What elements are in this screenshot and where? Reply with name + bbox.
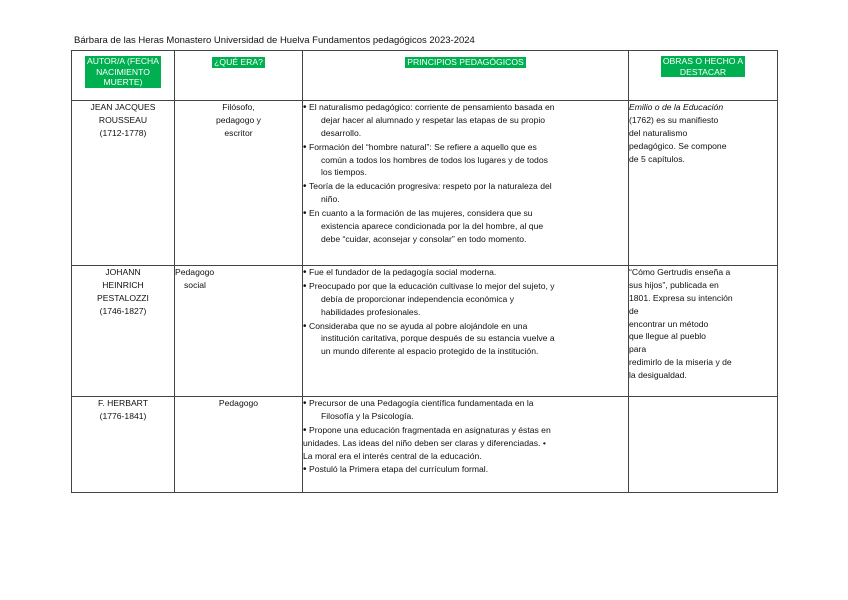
author-line: F. HERBART xyxy=(98,398,148,408)
author-line: PESTALOZZI xyxy=(97,292,149,303)
principle-item: • Precursor de una Pedagogía científica fundamentada en la Filosofía y la Psicología. xyxy=(303,397,628,423)
author-line: JEAN JACQUES xyxy=(90,102,156,112)
author-cell xyxy=(72,101,175,266)
table-header-row xyxy=(72,51,778,101)
principle-item: • Propone una educación fragmentada en asignaturas y éstas en unidades. Las ideas del niño deben ser claras y diferenciadas. • La moral era el interés central de la educación. xyxy=(303,424,628,463)
header-principles-label: PRINCIPIOS PEDAGÓGICOS xyxy=(407,57,524,67)
role-line: Pedagogo xyxy=(175,267,215,277)
author-line: HEINRICH xyxy=(102,279,144,290)
author-cell xyxy=(72,397,175,493)
works-cell-empty xyxy=(629,397,778,493)
header-works xyxy=(629,51,778,101)
author-dates: (1746-1827) xyxy=(99,305,147,316)
document-header: Bárbara de las Heras Monastero Universidad de Huelva Fundamentos pedagógicos 2023-2024 xyxy=(74,35,475,46)
works-cell: “Cómo Gertrudis enseña a sus hijos”, publicada en 1801. Expresa su intención de encontrar un método que llegue al pueblo para redimirlo de la miseria y de la desigualdad. xyxy=(629,266,778,397)
principle-item: • El naturalismo pedagógico: corriente de pensamiento basada en dejar hacer al alumnado y respetar las etapas de su propio desarrollo. xyxy=(303,101,628,140)
principles-cell xyxy=(303,266,629,397)
table-row-herbart xyxy=(72,397,778,493)
role-cell xyxy=(175,397,303,493)
principle-item: • Preocupado por que la educación cultivase lo mejor del sujeto, y debía de proporcionar independencia económica y habilidades profesionales. xyxy=(303,280,628,319)
header-works-line: OBRAS O HECHO A xyxy=(662,56,744,66)
header-works-line: DESTACAR xyxy=(679,66,727,77)
principles-cell xyxy=(303,101,629,266)
pedagogy-table xyxy=(71,50,778,493)
role-line: Filósofo, xyxy=(222,102,255,112)
works-cell: Emilio o de la Educación (1762) es su manifiesto del naturalismo pedagógico. Se compone de 5 capítulos. xyxy=(629,101,778,266)
header-author-line: NACIMIENTO xyxy=(96,66,150,77)
table-row-rousseau xyxy=(72,101,778,266)
header-role-label: ¿QUÉ ERA? xyxy=(214,57,263,67)
role-line: pedagogo y xyxy=(216,114,261,125)
header-author-line: AUTOR/A (FECHA xyxy=(87,56,159,66)
role-cell xyxy=(175,266,303,397)
header-role xyxy=(175,51,303,101)
principle-item: • Teoría de la educación progresiva: respeto por la naturaleza del niño. xyxy=(303,180,628,206)
table-row-pestalozzi xyxy=(72,266,778,397)
author-line: ROUSSEAU xyxy=(98,114,148,125)
author-cell xyxy=(72,266,175,397)
author-dates: (1776-1841) xyxy=(99,410,147,421)
principle-item: • Consideraba que no se ayuda al pobre alojándole en una institución caritativa, porque después de su estancia vuelve a un mundo diferente al espacio protegido de la institución. xyxy=(303,320,628,359)
principle-item: • Formación del “hombre natural”: Se refiere a aquello que es común a todos los hombres de todos los lugares y de todos los tiempos. xyxy=(303,141,628,180)
header-author-line: MUERTE) xyxy=(103,77,143,88)
author-line: JOHANN xyxy=(105,267,141,277)
role-line: escritor xyxy=(224,127,253,138)
principle-item: • Postuló la Primera etapa del currículum formal. xyxy=(303,463,628,476)
principle-item: • Fue el fundador de la pedagogía social moderna. xyxy=(303,266,628,279)
author-dates: (1712-1778) xyxy=(99,127,147,138)
header-author xyxy=(72,51,175,101)
role-line: Pedagogo xyxy=(218,398,259,408)
principle-item: • En cuanto a la formación de las mujeres, considera que su existencia aparece condicionada por la del hombre, al que debe “cuidar, aconsejar y consolar” en todo momento. xyxy=(303,207,628,246)
role-line: social xyxy=(184,279,206,290)
header-principles xyxy=(303,51,629,101)
work-title: Emilio o de la Educación xyxy=(629,102,724,112)
role-cell xyxy=(175,101,303,266)
principles-cell xyxy=(303,397,629,493)
